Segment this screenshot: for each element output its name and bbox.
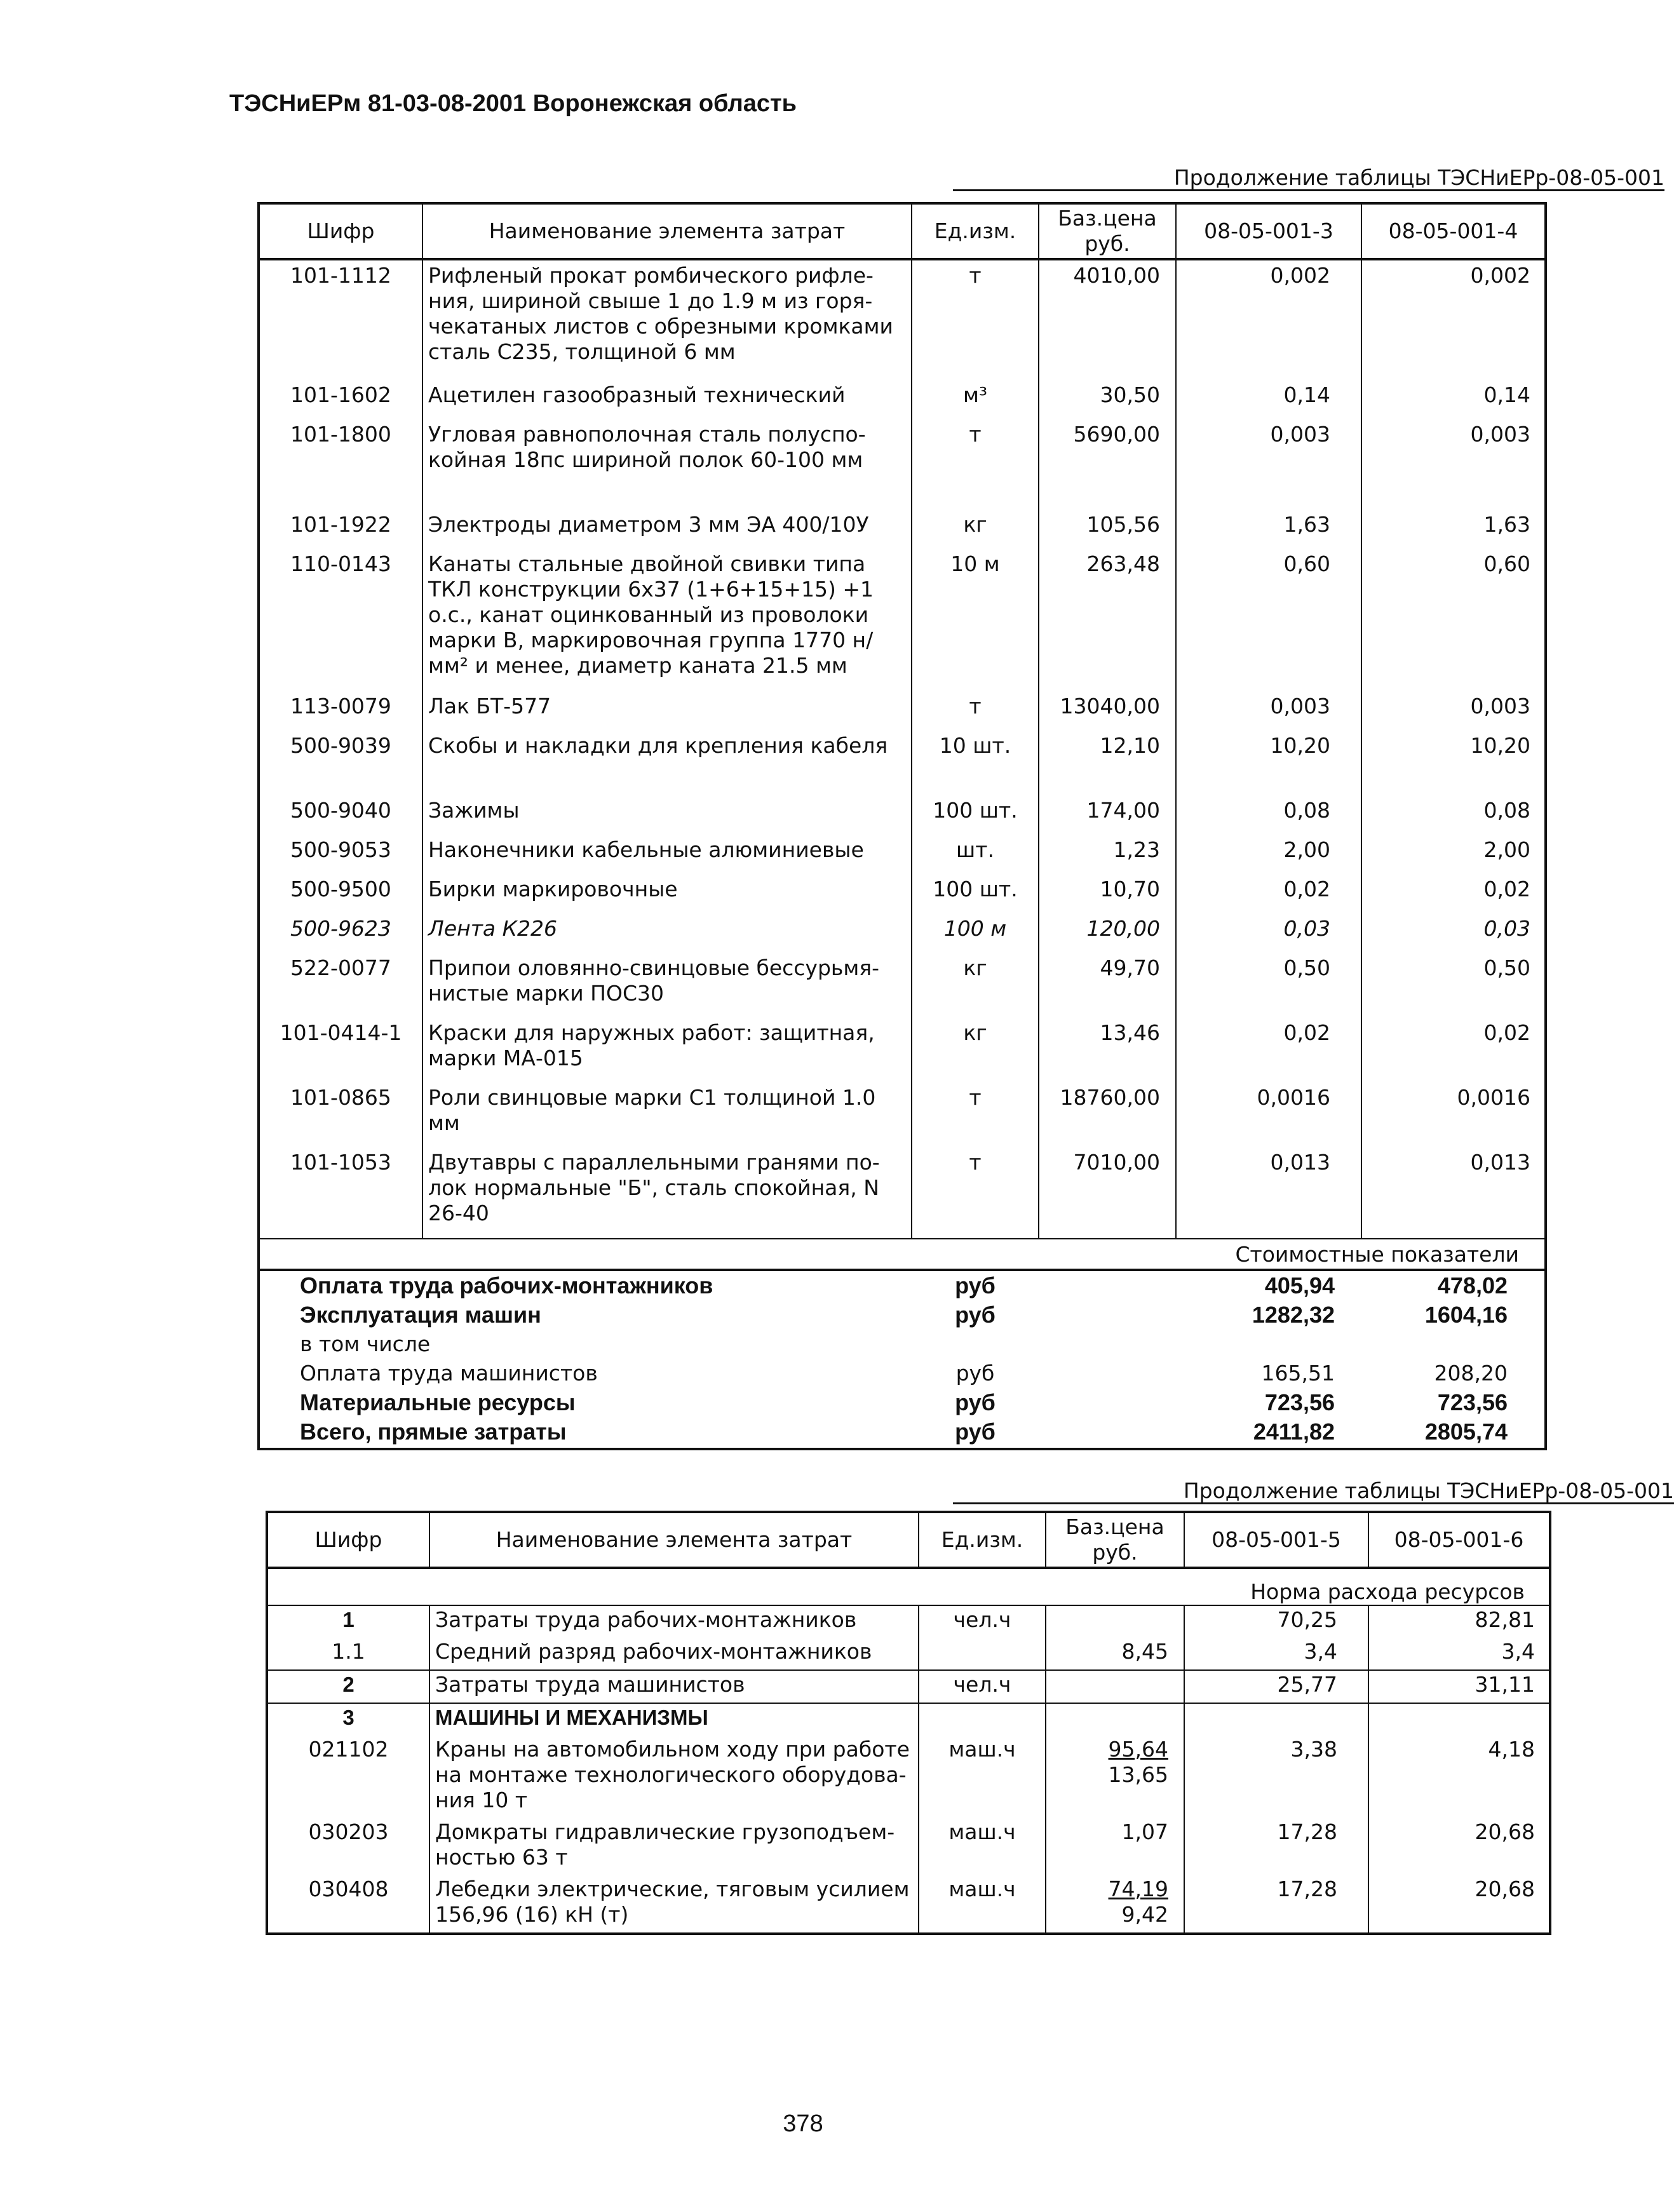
row-code: 1 bbox=[267, 1605, 429, 1638]
cost-empty bbox=[1039, 1359, 1176, 1388]
row-unit: кг bbox=[912, 509, 1039, 549]
header-col-5: 08-05-001-5 bbox=[1184, 1512, 1368, 1568]
cost-row bbox=[259, 1417, 1546, 1449]
row-unit: шт. bbox=[912, 835, 1039, 874]
row-value-3: 0,03 bbox=[1176, 914, 1361, 953]
cost-name: Эксплуатация машин bbox=[300, 1302, 541, 1328]
row-price: 120,00 bbox=[1039, 914, 1176, 953]
row-code: 1.1 bbox=[267, 1638, 429, 1670]
table1-continuation-label bbox=[953, 167, 1664, 191]
table-row bbox=[267, 1818, 1550, 1875]
cost-row bbox=[259, 1359, 1546, 1388]
table-row bbox=[259, 549, 1546, 691]
cost-value-4: 723,56 bbox=[1437, 1389, 1508, 1415]
row-name: Двутавры с параллельными гранями по-лок нормальные "Б", сталь спокойная, N 26-40 bbox=[422, 1147, 912, 1239]
table-row bbox=[259, 835, 1546, 874]
row-unit: т bbox=[912, 419, 1039, 509]
row-value-3: 1,63 bbox=[1176, 509, 1361, 549]
header-price bbox=[1046, 1512, 1184, 1568]
table-row bbox=[259, 953, 1546, 1018]
table-row bbox=[259, 509, 1546, 549]
row-value-3: 0,08 bbox=[1176, 795, 1361, 835]
row-unit: т bbox=[912, 1147, 1039, 1239]
row-value-4: 1,63 bbox=[1483, 512, 1530, 537]
row-value-3: 10,20 bbox=[1176, 731, 1361, 795]
header-price-text: Баз.цена руб. bbox=[1058, 206, 1157, 256]
cost-empty bbox=[1039, 1330, 1176, 1359]
row-value-5: 17,28 bbox=[1184, 1875, 1368, 1934]
row-name: Угловая равнополочная сталь полуспо-койная 18пс шириной полок 60-100 мм bbox=[422, 419, 912, 509]
row-unit: маш.ч bbox=[919, 1875, 1046, 1934]
row-name: Ацетилен газообразный технический bbox=[422, 380, 912, 419]
row-price-machinist: 13,65 bbox=[1108, 1762, 1168, 1787]
row-name: Средний разряд рабочих-монтажников bbox=[429, 1638, 919, 1670]
row-price-main: 95,64 bbox=[1108, 1737, 1168, 1762]
cost-unit bbox=[912, 1330, 1039, 1359]
header-col-3: 08-05-001-3 bbox=[1176, 203, 1361, 259]
row-price: 7010,00 bbox=[1039, 1147, 1176, 1239]
cost-empty bbox=[1039, 1270, 1176, 1300]
cost-value-3 bbox=[1176, 1330, 1361, 1359]
table-row bbox=[267, 1736, 1550, 1818]
cost-value-4: 2805,74 bbox=[1424, 1419, 1508, 1445]
row-value-5: 70,25 bbox=[1184, 1605, 1368, 1638]
row-value-4: 0,0016 bbox=[1457, 1085, 1530, 1110]
row-price: 13040,00 bbox=[1039, 691, 1176, 731]
row-value-4: 0,03 bbox=[1483, 916, 1530, 941]
row-code: 101-0865 bbox=[259, 1082, 422, 1147]
row-price bbox=[1046, 1875, 1184, 1934]
row-code: 101-1922 bbox=[259, 509, 422, 549]
cost-unit: руб bbox=[955, 1272, 996, 1298]
row-value-4: 0,002 bbox=[1470, 263, 1530, 288]
row-price: 263,48 bbox=[1039, 549, 1176, 691]
row-code: 110-0143 bbox=[259, 549, 422, 691]
row-price: 8,45 bbox=[1046, 1638, 1184, 1670]
cost-unit: руб bbox=[955, 1389, 996, 1415]
header-code: Шифр bbox=[259, 203, 422, 259]
cost-section-label-row bbox=[259, 1239, 1546, 1270]
table-row bbox=[267, 1875, 1550, 1934]
header-unit: Ед.изм. bbox=[912, 203, 1039, 259]
row-unit bbox=[919, 1703, 1046, 1736]
norm-label-row bbox=[267, 1568, 1550, 1605]
row-unit: т bbox=[912, 691, 1039, 731]
table-row bbox=[259, 380, 1546, 419]
resources-table-2 bbox=[266, 1511, 1551, 1935]
row-value-4: 0,14 bbox=[1483, 382, 1530, 407]
row-unit: 100 шт. bbox=[912, 795, 1039, 835]
table1-header-row bbox=[259, 203, 1546, 259]
row-code: 030203 bbox=[267, 1818, 429, 1875]
row-name: Скобы и накладки для крепления кабеля bbox=[422, 731, 912, 795]
row-name: Рифленый прокат ромбического рифле-ния, шириной свыше 1 до 1.9 м из горя-чекатаных листов с обрезными кромками сталь С235, толщиной 6 мм bbox=[422, 259, 912, 380]
norm-label: Норма расхода ресурсов bbox=[267, 1568, 1550, 1605]
cost-value-3: 2411,82 bbox=[1253, 1419, 1335, 1445]
table-row bbox=[259, 691, 1546, 731]
row-value-3: 0,02 bbox=[1176, 874, 1361, 914]
row-value-3: 0,60 bbox=[1176, 549, 1361, 691]
table-row bbox=[259, 874, 1546, 914]
row-name: Краски для наружных работ: защитная, марки МА-015 bbox=[422, 1018, 912, 1082]
row-code: 101-1800 bbox=[259, 419, 422, 509]
row-unit: т bbox=[912, 259, 1039, 380]
row-code: 500-9053 bbox=[259, 835, 422, 874]
cost-value-3: 165,51 bbox=[1261, 1361, 1335, 1386]
row-code: 500-9500 bbox=[259, 874, 422, 914]
cost-empty bbox=[1039, 1388, 1176, 1417]
table-row bbox=[259, 419, 1546, 509]
cost-row bbox=[259, 1388, 1546, 1417]
row-name: Припои оловянно-свинцовые бессурьмя-нистые марки ПОС30 bbox=[422, 953, 912, 1018]
row-name: Лебедки электрические, тяговым усилием 156,96 (16) кН (т) bbox=[429, 1875, 919, 1934]
row-value-4: 10,20 bbox=[1470, 733, 1530, 758]
row-value-4: 0,003 bbox=[1470, 694, 1530, 718]
table-row bbox=[259, 259, 1546, 380]
row-value-4: 0,003 bbox=[1470, 422, 1530, 447]
row-unit: 10 м bbox=[912, 549, 1039, 691]
cost-row bbox=[259, 1270, 1546, 1300]
row-price: 12,10 bbox=[1039, 731, 1176, 795]
row-price: 49,70 bbox=[1039, 953, 1176, 1018]
cost-name: Оплата труда машинистов bbox=[300, 1361, 598, 1386]
row-price-machinist: 9,42 bbox=[1121, 1902, 1168, 1927]
cost-name: Всего, прямые затраты bbox=[300, 1419, 567, 1445]
cost-value-3: 723,56 bbox=[1264, 1389, 1335, 1415]
row-value-6: 31,11 bbox=[1368, 1670, 1550, 1703]
row-name: МАШИНЫ И МЕХАНИЗМЫ bbox=[429, 1703, 919, 1736]
row-price: 30,50 bbox=[1039, 380, 1176, 419]
row-value-3: 0,02 bbox=[1176, 1018, 1361, 1082]
row-unit: 100 м bbox=[912, 914, 1039, 953]
row-price bbox=[1046, 1703, 1184, 1736]
table2-continuation-label bbox=[953, 1480, 1674, 1504]
row-unit: кг bbox=[912, 953, 1039, 1018]
cost-unit: руб bbox=[955, 1361, 995, 1386]
row-value-6: 4,18 bbox=[1488, 1737, 1535, 1762]
row-name: Роли свинцовые марки С1 толщиной 1.0 мм bbox=[422, 1082, 912, 1147]
row-price: 174,00 bbox=[1039, 795, 1176, 835]
row-value-5: 17,28 bbox=[1184, 1818, 1368, 1875]
row-unit bbox=[919, 1638, 1046, 1670]
row-value-6 bbox=[1368, 1703, 1550, 1736]
resources-table-1 bbox=[257, 202, 1547, 1450]
cost-value-4 bbox=[1361, 1330, 1546, 1359]
row-price: 4010,00 bbox=[1039, 259, 1176, 380]
row-value-4: 0,02 bbox=[1483, 1020, 1530, 1045]
row-code: 500-9039 bbox=[259, 731, 422, 795]
row-code: 101-1602 bbox=[259, 380, 422, 419]
row-value-4: 0,50 bbox=[1483, 955, 1530, 980]
cost-empty bbox=[1039, 1417, 1176, 1449]
header-name: Наименование элемента затрат bbox=[429, 1512, 919, 1568]
row-value-3: 0,14 bbox=[1176, 380, 1361, 419]
row-price: 10,70 bbox=[1039, 874, 1176, 914]
cost-value-4: 1604,16 bbox=[1424, 1302, 1508, 1328]
row-value-5: 3,4 bbox=[1184, 1638, 1368, 1670]
row-code: 113-0079 bbox=[259, 691, 422, 731]
table-row bbox=[267, 1638, 1550, 1670]
cost-unit: руб bbox=[955, 1419, 996, 1445]
cost-section-label: Стоимостные показатели bbox=[259, 1239, 1546, 1270]
row-name: Лак БТ-577 bbox=[422, 691, 912, 731]
row-code: 030408 bbox=[267, 1875, 429, 1934]
table-row bbox=[259, 914, 1546, 953]
row-unit: маш.ч bbox=[919, 1818, 1046, 1875]
table-row bbox=[259, 731, 1546, 795]
row-price: 1,07 bbox=[1046, 1818, 1184, 1875]
document-title: ТЭСНиЕРм 81-03-08-2001 Воронежская область bbox=[229, 90, 797, 117]
row-code: 101-0414-1 bbox=[259, 1018, 422, 1082]
row-value-4: 0,013 bbox=[1470, 1150, 1530, 1175]
row-value-4: 0,08 bbox=[1483, 798, 1530, 823]
row-value-5: 3,38 bbox=[1184, 1736, 1368, 1818]
header-price bbox=[1039, 203, 1176, 259]
row-value-4: 2,00 bbox=[1483, 837, 1530, 862]
table2-continuation-text: Продолжение таблицы ТЭСНиЕРр-08-05-001 bbox=[1183, 1478, 1674, 1503]
row-unit: м³ bbox=[912, 380, 1039, 419]
row-value-3: 0,0016 bbox=[1176, 1082, 1361, 1147]
table-row bbox=[267, 1703, 1550, 1736]
row-unit: чел.ч bbox=[919, 1605, 1046, 1638]
row-price: 13,46 bbox=[1039, 1018, 1176, 1082]
row-price bbox=[1046, 1670, 1184, 1703]
table-row bbox=[267, 1670, 1550, 1703]
header-name: Наименование элемента затрат bbox=[422, 203, 912, 259]
table-row bbox=[259, 1018, 1546, 1082]
page-number: 378 bbox=[783, 2110, 823, 2137]
row-unit: чел.ч bbox=[919, 1670, 1046, 1703]
row-value-5 bbox=[1184, 1703, 1368, 1736]
cost-row bbox=[259, 1330, 1546, 1359]
row-name: Затраты труда машинистов bbox=[429, 1670, 919, 1703]
row-value-6: 82,81 bbox=[1475, 1607, 1535, 1632]
row-name: Наконечники кабельные алюминиевые bbox=[422, 835, 912, 874]
row-code: 101-1053 bbox=[259, 1147, 422, 1239]
row-unit: 100 шт. bbox=[912, 874, 1039, 914]
header-unit: Ед.изм. bbox=[919, 1512, 1046, 1568]
header-col-6: 08-05-001-6 bbox=[1368, 1512, 1550, 1568]
row-code: 522-0077 bbox=[259, 953, 422, 1018]
row-name: Затраты труда рабочих-монтажников bbox=[429, 1605, 919, 1638]
row-unit: т bbox=[912, 1082, 1039, 1147]
header-price-text: Баз.цена руб. bbox=[1065, 1514, 1164, 1565]
row-unit: маш.ч bbox=[919, 1736, 1046, 1818]
row-code: 2 bbox=[267, 1670, 429, 1703]
row-name: Краны на автомобильном ходу при работе на монтаже технологического оборудова-ния 10 т bbox=[429, 1736, 919, 1818]
row-code: 3 bbox=[267, 1703, 429, 1736]
row-price bbox=[1046, 1605, 1184, 1638]
row-value-6: 20,68 bbox=[1475, 1819, 1535, 1844]
table-row bbox=[259, 1082, 1546, 1147]
table-row bbox=[259, 1147, 1546, 1239]
row-value-3: 0,003 bbox=[1176, 419, 1361, 509]
table1-continuation-text: Продолжение таблицы ТЭСНиЕРр-08-05-001 bbox=[1173, 165, 1664, 190]
row-value-3: 0,003 bbox=[1176, 691, 1361, 731]
row-value-5: 25,77 bbox=[1184, 1670, 1368, 1703]
cost-name: Оплата труда рабочих-монтажников bbox=[300, 1272, 713, 1298]
row-name: Бирки маркировочные bbox=[422, 874, 912, 914]
cost-unit: руб bbox=[955, 1302, 996, 1328]
row-unit: кг bbox=[912, 1018, 1039, 1082]
row-value-3: 0,50 bbox=[1176, 953, 1361, 1018]
row-price: 1,23 bbox=[1039, 835, 1176, 874]
row-value-3: 0,013 bbox=[1176, 1147, 1361, 1239]
row-value-3: 2,00 bbox=[1176, 835, 1361, 874]
header-code: Шифр bbox=[267, 1512, 429, 1568]
row-value-4: 0,02 bbox=[1483, 877, 1530, 901]
row-name: Электроды диаметром 3 мм ЭА 400/10У bbox=[422, 509, 912, 549]
cost-value-3: 1282,32 bbox=[1252, 1302, 1335, 1328]
row-price-main: 74,19 bbox=[1108, 1877, 1168, 1901]
row-value-6: 20,68 bbox=[1475, 1877, 1535, 1901]
header-col-4: 08-05-001-4 bbox=[1361, 203, 1546, 259]
cost-value-4: 478,02 bbox=[1437, 1272, 1508, 1298]
table2-header-row bbox=[267, 1512, 1550, 1568]
cost-value-4: 208,20 bbox=[1434, 1361, 1508, 1386]
row-price: 105,56 bbox=[1039, 509, 1176, 549]
row-value-6: 3,4 bbox=[1501, 1639, 1535, 1664]
table-row bbox=[267, 1605, 1550, 1638]
row-unit: 10 шт. bbox=[912, 731, 1039, 795]
row-price bbox=[1046, 1736, 1184, 1818]
table-row bbox=[259, 795, 1546, 835]
cost-empty bbox=[1039, 1300, 1176, 1330]
row-code: 500-9623 bbox=[259, 914, 422, 953]
cost-name: Материальные ресурсы bbox=[300, 1389, 576, 1415]
row-value-4: 0,60 bbox=[1483, 551, 1530, 576]
row-name: Домкраты гидравлические грузоподъем-ностью 63 т bbox=[429, 1818, 919, 1875]
row-code: 021102 bbox=[267, 1736, 429, 1818]
row-code: 101-1112 bbox=[259, 259, 422, 380]
row-code: 500-9040 bbox=[259, 795, 422, 835]
row-name: Лента К226 bbox=[422, 914, 912, 953]
row-value-3: 0,002 bbox=[1176, 259, 1361, 380]
cost-name: в том числе bbox=[300, 1332, 431, 1356]
row-name: Зажимы bbox=[422, 795, 912, 835]
row-name: Канаты стальные двойной свивки типа ТКЛ конструкции 6х37 (1+6+15+15) +1 о.с., канат оцинкованный из проволоки марки В, маркировочная группа 1770 н/мм² и менее, диаметр каната 21.5 мм bbox=[422, 549, 912, 691]
cost-row bbox=[259, 1300, 1546, 1330]
row-price: 5690,00 bbox=[1039, 419, 1176, 509]
row-price: 18760,00 bbox=[1039, 1082, 1176, 1147]
cost-value-3: 405,94 bbox=[1264, 1272, 1335, 1298]
